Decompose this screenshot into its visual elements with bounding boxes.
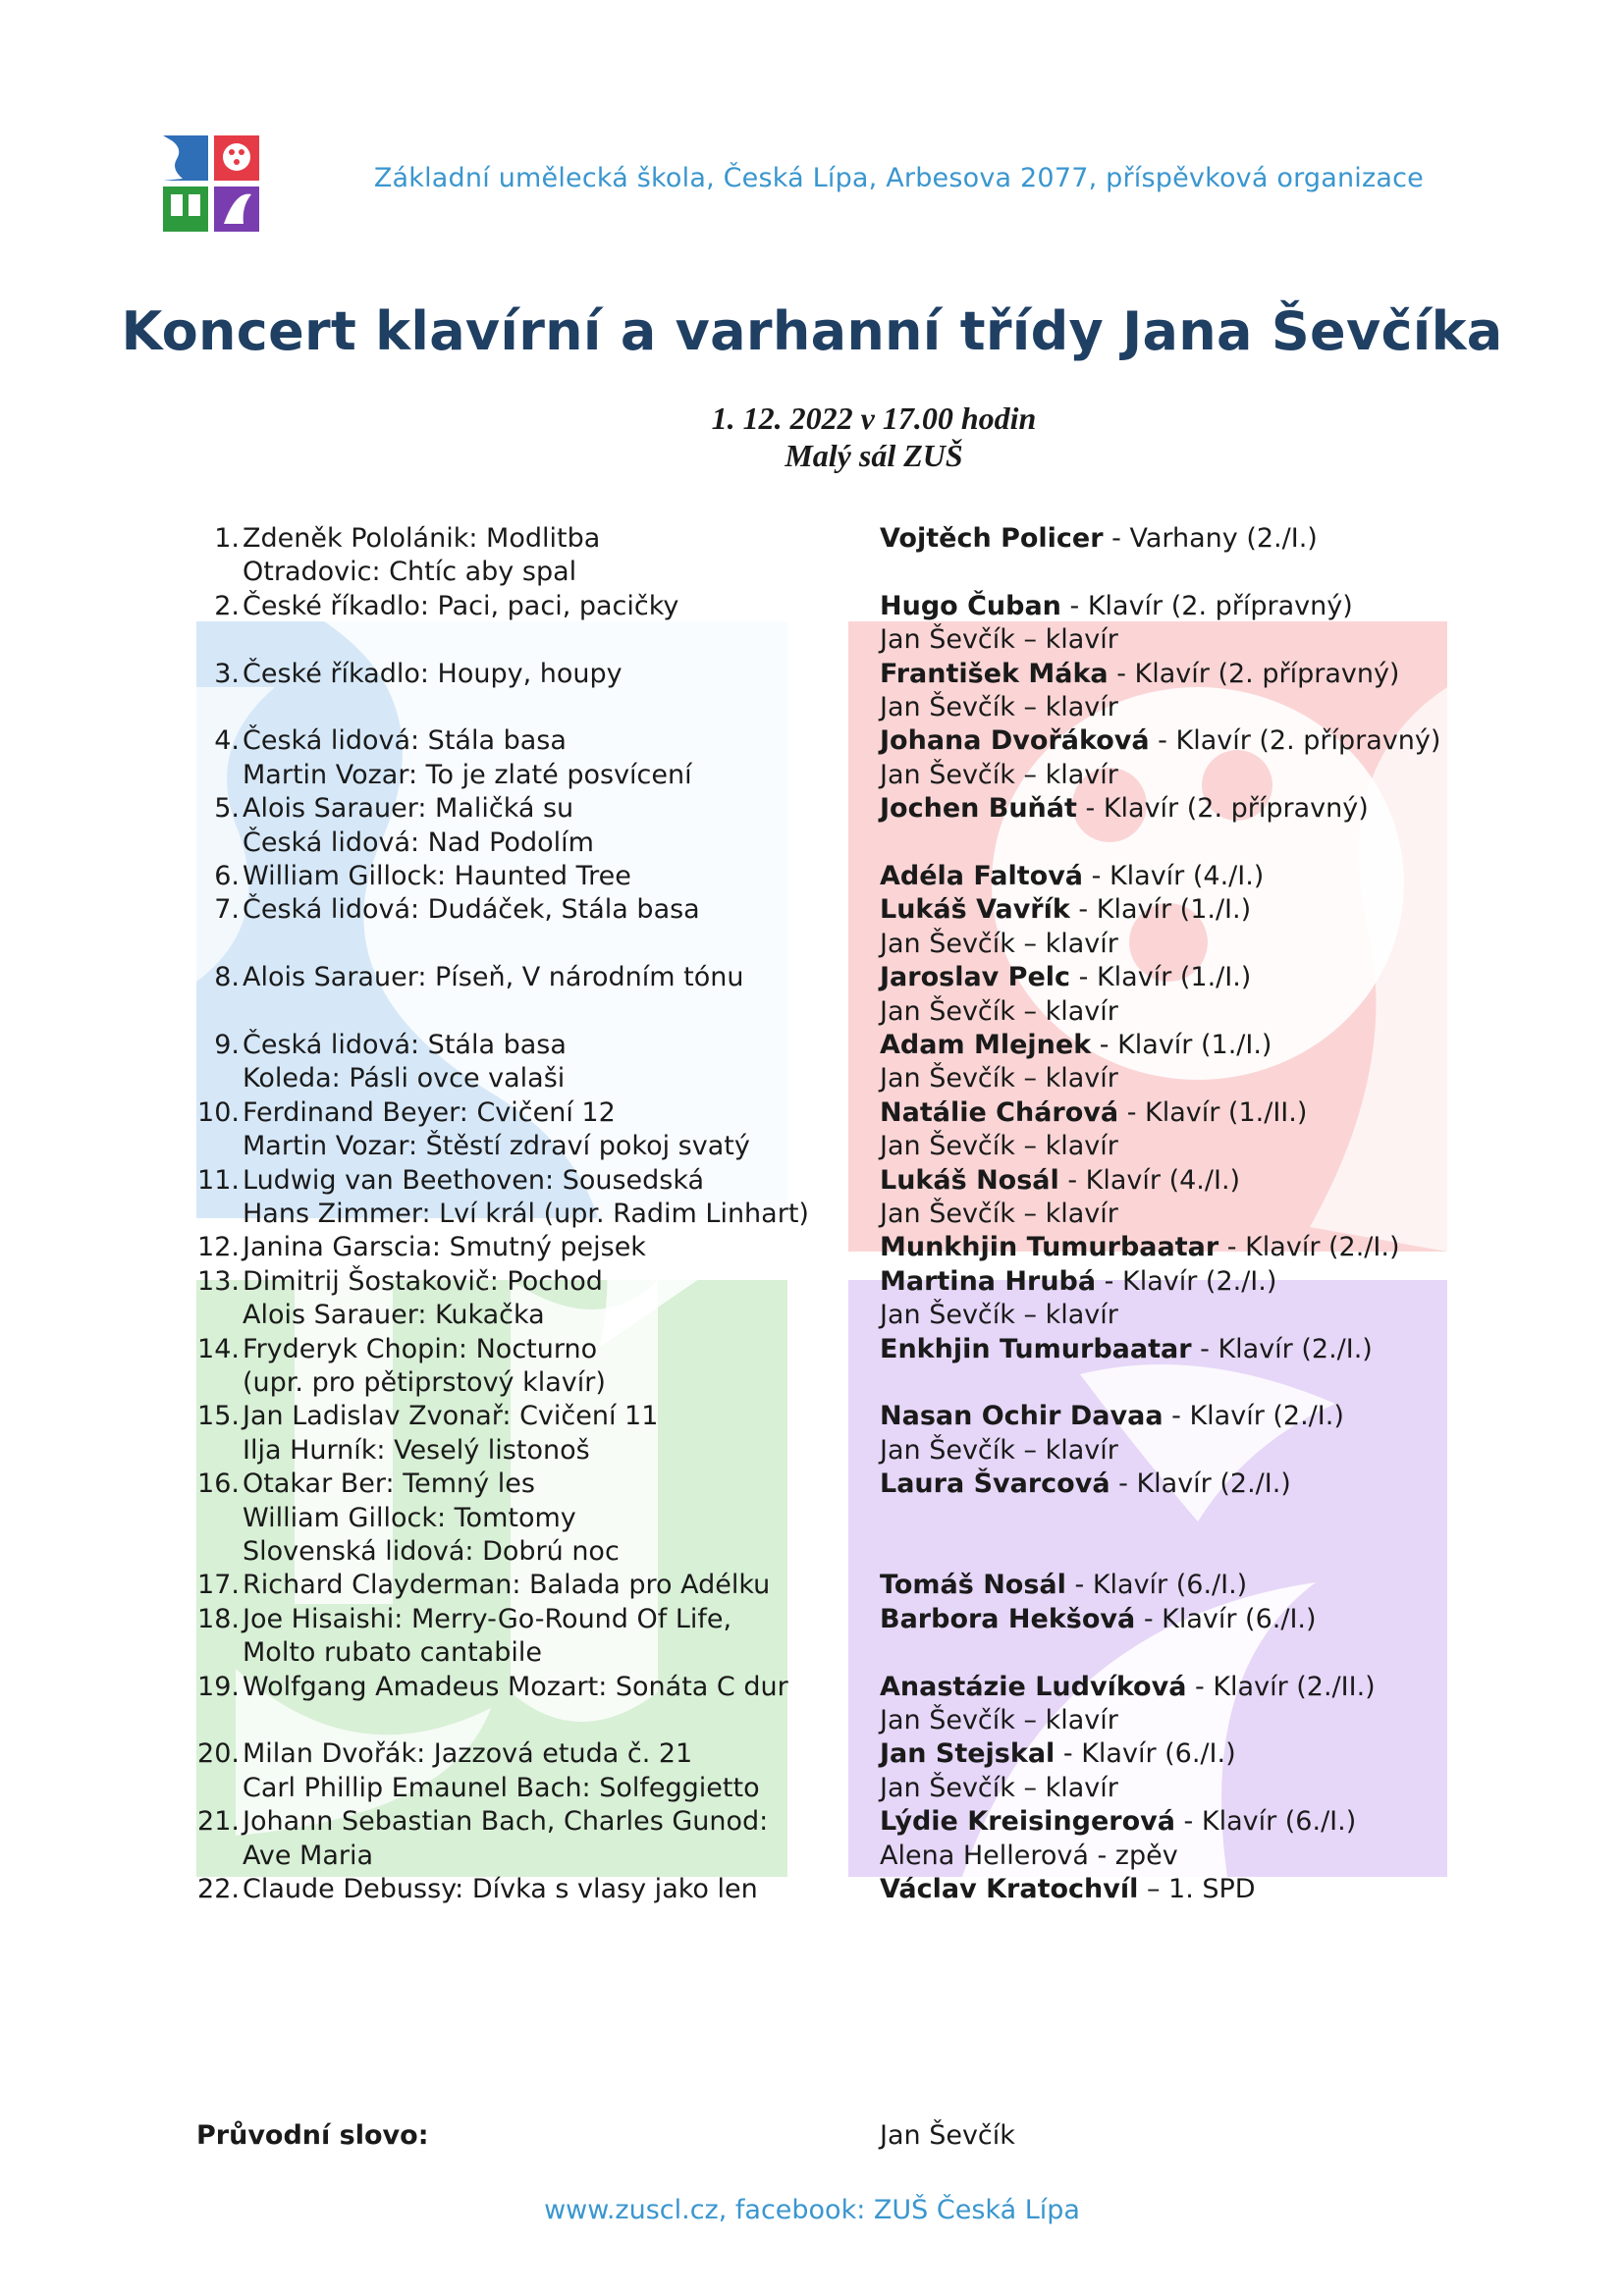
program-performer <box>880 1873 1256 1906</box>
program-performer <box>880 1805 1356 1839</box>
program-piece: Dimitrij Šostakovič: Pochod <box>243 1265 603 1297</box>
performer-name: Enkhjin Tumurbaatar <box>880 1333 1192 1364</box>
performer-role: Jan Ševčík – klavír <box>880 692 1118 722</box>
program-piece: Česká lidová: Stála basa <box>243 1030 567 1060</box>
school-name: Základní umělecká škola, Česká Lípa, Arbesova 2077, příspěvková organizace <box>373 163 1424 193</box>
program-performer <box>880 1772 1118 1805</box>
performer-name: Lýdie Kreisingerová <box>880 1806 1175 1838</box>
performer-role: Jan Ševčík – klavír <box>880 1434 1118 1466</box>
program-piece: Richard Clayderman: Balada pro Adélku <box>243 1570 771 1601</box>
program-piece: Ave Maria <box>243 1840 374 1871</box>
performer-role: - Klavír (6./I.) <box>1174 1806 1357 1838</box>
performer-role: - Varhany (2./I.) <box>1103 523 1318 554</box>
program-number: 11. <box>197 1164 240 1196</box>
program-number: 5. <box>214 793 240 825</box>
program-number: 22. <box>197 1874 240 1904</box>
program-piece: Ferdinand Beyer: Cvičení 12 <box>243 1096 616 1128</box>
performer-name: Adam Mlejnek <box>880 1030 1092 1060</box>
program-number: 13. <box>197 1265 240 1297</box>
program-piece: William Gillock: Tomtomy <box>243 1502 576 1533</box>
program-piece: Fryderyk Chopin: Nocturno <box>243 1333 598 1364</box>
program-piece: Alois Sarauer: Maličká su <box>243 793 574 825</box>
program-performer <box>880 522 1318 556</box>
performer-role: - Klavír (1./II.) <box>1118 1096 1308 1128</box>
performer-role: - Klavír (6./I.) <box>1055 1738 1236 1770</box>
program-piece: Janina Garscia: Smutný pejsek <box>243 1232 646 1263</box>
program-number: 14. <box>197 1333 240 1364</box>
program-number: 7. <box>214 894 240 926</box>
performer-role: - Klavír (6./I.) <box>1065 1570 1248 1601</box>
program-piece: Wolfgang Amadeus Mozart: Sonáta C dur <box>243 1671 788 1702</box>
footer-value: Jan Ševčík <box>880 2120 1015 2151</box>
program-number: 1. <box>214 523 240 554</box>
program-piece: Otakar Ber: Temný les <box>243 1468 535 1500</box>
performer-role: - Klavír (2. přípravný) <box>1149 725 1441 757</box>
performer-name: Martina Hrubá <box>880 1265 1097 1297</box>
program-performer <box>880 1737 1236 1771</box>
performer-name: Lukáš Vavřík <box>880 894 1070 926</box>
performer-name: Jaroslav Pelc <box>880 962 1071 993</box>
performer-role: Jan Ševčík – klavír <box>880 624 1118 656</box>
program-piece: Joe Hisaishi: Merry-Go-Round Of Life, <box>243 1603 732 1634</box>
program-number: 18. <box>197 1603 240 1634</box>
program-piece: Claude Debussy: Dívka s vlasy jako len <box>243 1874 758 1904</box>
performer-name: Laura Švarcová <box>880 1468 1110 1500</box>
performer-role: - Klavír (1./I.) <box>1091 1030 1272 1060</box>
performer-role: - Klavír (2./I.) <box>1110 1468 1291 1500</box>
program-piece: Koleda: Pásli ovce valaši <box>243 1063 566 1095</box>
program-piece: České říkadlo: Houpy, houpy <box>243 658 623 689</box>
program-number: 20. <box>197 1738 240 1770</box>
program-piece: Slovenská lidová: Dobrú noc <box>243 1536 620 1567</box>
performer-role: - Klavír (2. přípravný) <box>1108 658 1400 689</box>
program-performer <box>880 590 1353 623</box>
program-piece: Česká lidová: Dudáček, Stála basa <box>243 894 700 926</box>
performer-name: Jan Stejskal <box>880 1738 1056 1770</box>
program-number: 4. <box>214 725 240 757</box>
website-link[interactable]: www.zuscl.cz, facebook: ZUŠ Česká Lípa <box>544 2195 1080 2225</box>
program-performer <box>880 1704 1118 1737</box>
program-piece: Ilja Hurník: Veselý listonoš <box>243 1434 590 1466</box>
performer-name: Natálie Chárová <box>880 1096 1119 1128</box>
concert-date: 1. 12. 2022 v 17.00 hodin <box>711 400 1037 436</box>
performer-role: Jan Ševčík – klavír <box>880 1705 1118 1735</box>
performer-role: - Klavír (2./I.) <box>1163 1401 1344 1432</box>
program-performer <box>880 1840 1178 1873</box>
program-piece: Johann Sebastian Bach, Charles Gunod: <box>243 1806 769 1838</box>
program-performer <box>880 658 1399 691</box>
performer-name: Lukáš Nosál <box>880 1164 1059 1196</box>
program-number: 8. <box>214 962 240 993</box>
program-piece: Česká lidová: Nad Podolím <box>243 827 594 858</box>
performer-name: Barbora Hekšová <box>880 1603 1136 1634</box>
program-performer <box>880 893 1251 927</box>
program-piece: (upr. pro pětiprstový klavír) <box>243 1367 606 1398</box>
program-number: 12. <box>197 1232 240 1263</box>
program-performer <box>880 1603 1317 1636</box>
program-piece: Alois Sarauer: Píseň, V národním tónu <box>243 962 744 993</box>
program-performer <box>880 1164 1240 1198</box>
performer-name: Johana Dvořáková <box>880 725 1150 757</box>
program-piece: Martin Vozar: To je zlaté posvícení <box>243 759 692 790</box>
program-piece: Martin Vozar: Štěstí zdraví pokoj svatý <box>243 1131 750 1162</box>
program-performer <box>880 1671 1376 1704</box>
program-piece: Milan Dvořák: Jazzová etuda č. 21 <box>243 1738 693 1770</box>
program-number: 10. <box>197 1096 240 1128</box>
program-performer <box>880 623 1118 657</box>
performer-name: Hugo Čuban <box>880 590 1061 621</box>
concert-venue: Malý sál ZUŠ <box>785 438 963 473</box>
program-piece: Hans Zimmer: Lví král (upr. Radim Linhart) <box>243 1199 809 1229</box>
program-number: 17. <box>197 1570 240 1601</box>
program-piece: Česká lidová: Stála basa <box>243 725 567 757</box>
program-number: 15. <box>197 1401 240 1432</box>
performer-role: - Klavír (1./I.) <box>1069 894 1252 926</box>
performer-role: Jan Ševčík – klavír <box>880 1772 1118 1803</box>
performer-name: Munkhjin Tumurbaatar <box>880 1232 1219 1263</box>
program-piece: Otradovic: Chtíc aby spal <box>243 557 577 588</box>
program-performer <box>880 1434 1118 1468</box>
program-number: 21. <box>197 1806 240 1838</box>
performer-role: - Klavír (2./I.) <box>1191 1333 1373 1364</box>
program-performer <box>880 1096 1307 1130</box>
program-number: 2. <box>214 590 240 621</box>
performer-role: Jan Ševčík – klavír <box>880 1300 1118 1331</box>
performer-name: Václav Kratochvíl <box>880 1874 1139 1904</box>
program-performer <box>880 1569 1247 1602</box>
performer-role: Jan Ševčík – klavír <box>880 995 1118 1027</box>
performer-role: Jan Ševčík – klavír <box>880 928 1118 959</box>
program-performer <box>880 995 1118 1029</box>
performer-role: Jan Ševčík – klavír <box>880 759 1118 790</box>
performer-name: Adéla Faltová <box>880 861 1084 891</box>
program-piece: Jan Ladislav Zvonař: Cvičení 11 <box>243 1401 659 1432</box>
program-performer <box>880 1400 1344 1433</box>
program-number: 19. <box>197 1671 240 1702</box>
performer-name: Anastázie Ludvíková <box>880 1671 1187 1702</box>
performer-name: Nasan Ochir Davaa <box>880 1401 1164 1432</box>
performer-role: Jan Ševčík – klavír <box>880 1199 1118 1229</box>
program-performer <box>880 1231 1399 1264</box>
program-number: 6. <box>214 861 240 891</box>
program-performer <box>880 724 1440 758</box>
program-performer <box>880 1062 1118 1095</box>
program-performer <box>880 928 1118 961</box>
program-piece: Alois Sarauer: Kukačka <box>243 1300 545 1331</box>
performer-role: – 1. SPD <box>1138 1874 1256 1904</box>
performer-role: - Klavír (2. přípravný) <box>1076 793 1369 825</box>
performer-role: Jan Ševčík – klavír <box>880 1131 1118 1162</box>
performer-role: - Klavír (2./I.) <box>1218 1232 1400 1263</box>
program-performer <box>880 1468 1291 1501</box>
program-performer <box>880 1333 1373 1366</box>
performer-role: - Klavír (2./I.) <box>1096 1265 1277 1297</box>
program-performer <box>880 1299 1118 1332</box>
program-number: 3. <box>214 658 240 689</box>
performer-role: - Klavír (4./I.) <box>1058 1164 1241 1196</box>
program-performer <box>880 759 1118 792</box>
program-piece: Molto rubato cantabile <box>243 1637 542 1669</box>
program-performer <box>880 691 1118 724</box>
program-piece: Zdeněk Pololánik: Modlitba <box>243 523 601 554</box>
program-piece: České říkadlo: Paci, paci, pacičky <box>243 590 679 621</box>
program-performer <box>880 860 1264 893</box>
program-performer <box>880 1029 1272 1062</box>
performer-name: Vojtěch Policer <box>880 523 1104 554</box>
performer-role: - Klavír (6./I.) <box>1135 1603 1317 1634</box>
performer-role: Alena Hellerová - zpěv <box>880 1840 1178 1871</box>
performer-name: Jochen Buňát <box>880 793 1077 825</box>
performer-role: - Klavír (2. přípravný) <box>1060 590 1353 621</box>
performer-role: - Klavír (4./I.) <box>1083 861 1265 891</box>
program-performer <box>880 1265 1276 1299</box>
performer-role: Jan Ševčík – klavír <box>880 1063 1118 1095</box>
program-performer <box>880 961 1251 994</box>
program-performer <box>880 792 1369 826</box>
program-performer <box>880 1198 1118 1231</box>
program-piece: William Gillock: Haunted Tree <box>243 861 631 891</box>
page-title: Koncert klavírní a varhanní třídy Jana Ševčíka <box>121 300 1503 362</box>
program-piece: Ludwig van Beethoven: Sousedská <box>243 1164 705 1196</box>
program-number: 9. <box>214 1030 240 1060</box>
program-number: 16. <box>197 1468 240 1500</box>
performer-name: František Máka <box>880 658 1109 689</box>
performer-name: Tomáš Nosál <box>880 1570 1066 1601</box>
program-piece: Carl Phillip Emaunel Bach: Solfeggietto <box>243 1772 760 1803</box>
footer-label: Průvodní slovo: <box>196 2120 429 2151</box>
performer-role: - Klavír (1./I.) <box>1070 962 1252 993</box>
performer-role: - Klavír (2./II.) <box>1186 1671 1376 1702</box>
program-performer <box>880 1130 1118 1163</box>
